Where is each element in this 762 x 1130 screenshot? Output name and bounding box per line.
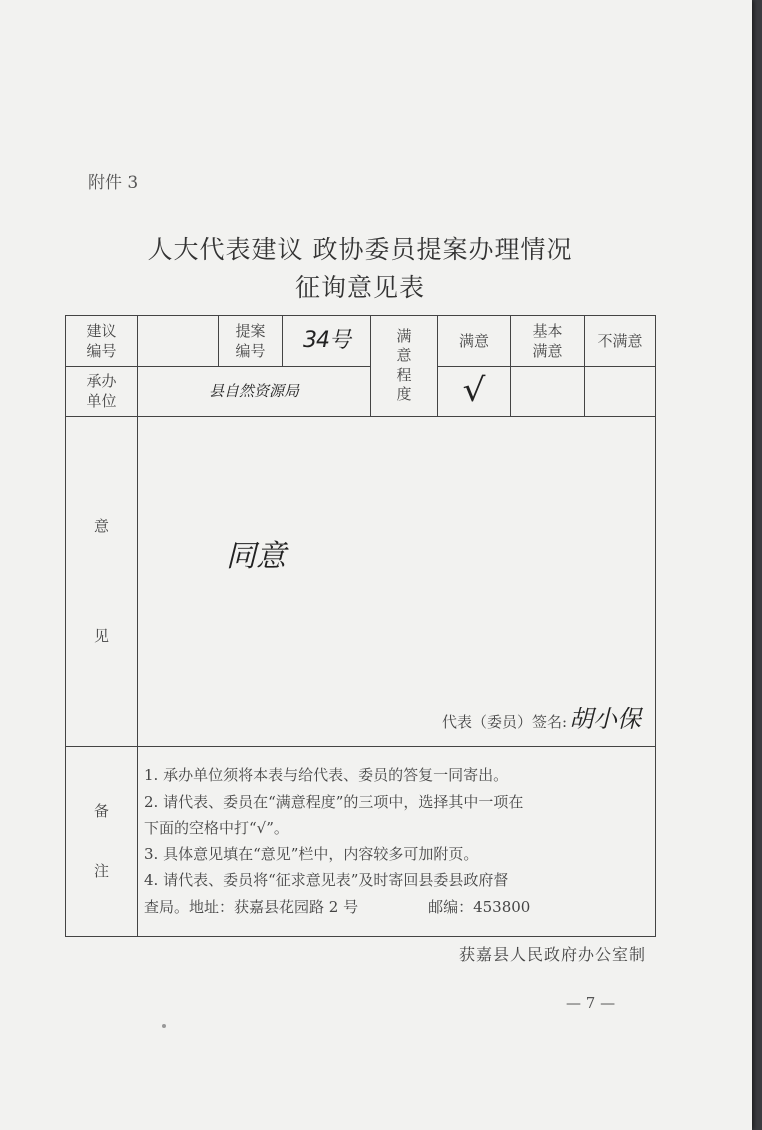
check-mark-icon: √ [462, 372, 486, 410]
unsatisfied-checkbox[interactable] [585, 367, 656, 417]
proposal-number-field[interactable] [138, 316, 219, 367]
unit-handwriting: 县自然资源局 [208, 382, 299, 401]
note-item: 1. 承办单位须将本表与给代表、委员的答复一同寄出。 [144, 766, 509, 785]
opinion-handwriting: 同意 [226, 538, 286, 574]
proposal-number-label: 建议 编号 [66, 316, 138, 367]
opinion-form-table [65, 315, 656, 937]
satisfaction-label: 满 意 程 度 [371, 316, 438, 417]
signature-line [442, 703, 641, 735]
note-item: 3. 具体意见填在“意见”栏中，内容较多可加附页。 [144, 845, 479, 864]
note-item: 4. 请代表、委员将“征求意见表”及时寄回县委县政府督 [144, 871, 509, 890]
page-number: — 7 — [566, 994, 616, 1012]
option-satisfied-label: 满意 [438, 316, 511, 367]
opinion-field[interactable] [138, 416, 656, 746]
form-title: 人大代表建议 政协委员提案办理情况 [147, 235, 573, 264]
undertaking-unit-label: 承办 单位 [66, 367, 138, 417]
form-subtitle: 征询意见表 [294, 273, 425, 302]
case-number-field[interactable] [283, 316, 371, 367]
remarks-notes [138, 746, 656, 936]
paper-speck [162, 1024, 166, 1028]
note-item: 2. 请代表、委员在“满意程度”的三项中，选择其中一项在 [144, 792, 524, 811]
satisfied-checkbox[interactable] [438, 367, 511, 417]
option-unsatisfied-label: 不满意 [585, 316, 656, 367]
option-basic-label: 基本 满意 [511, 316, 585, 367]
basic-satisfied-checkbox[interactable] [511, 367, 585, 417]
note-item: 下面的空格中打“√”。 [144, 818, 289, 837]
signature-label: 代表（委员）签名: [441, 713, 567, 732]
note-item: 查局。地址：获嘉县花园路 2 号 邮编：453800 [144, 897, 531, 916]
opinion-label: 意 见 [66, 416, 138, 746]
case-number-label: 提案 编号 [219, 316, 283, 367]
issuer-footer: 获嘉县人民政府办公室制 [458, 945, 646, 964]
remarks-label: 备 注 [66, 746, 138, 936]
case-number-handwriting: 34号 [303, 328, 350, 354]
undertaking-unit-field[interactable] [138, 367, 371, 417]
signature-handwriting: 胡小保 [569, 705, 641, 734]
attachment-label: 附件 3 [88, 173, 139, 193]
